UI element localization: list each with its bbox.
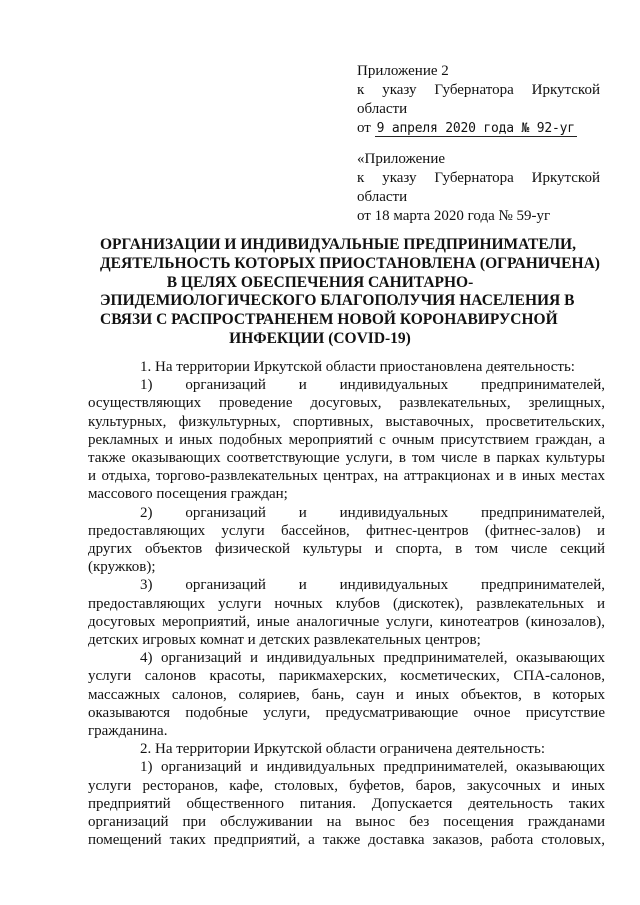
document-title: [100, 236, 600, 349]
appendix-decree-line: к указу Губернатора Иркутской: [357, 170, 600, 186]
body-line: (кружков);: [88, 559, 156, 576]
title-line: ОРГАНИЗАЦИИ И ИНДИВИДУАЛЬНЫЕ ПРЕДПРИНИМАТЕЛИ,: [100, 236, 576, 253]
body-line: и отдыха, торгово-развлекательных центрах, на аттракционах и в иных местах: [88, 468, 605, 485]
appendix-region: области: [357, 189, 408, 205]
body-line: услуги салонов красоты, парикмахерских, косметических, СПА-салонов,: [88, 668, 605, 685]
body-line: 4) организаций и индивидуальных предпринимателей, оказывающих: [140, 650, 605, 667]
title-line: ЭПИДЕМИОЛОГИЧЕСКОГО БЛАГОПОЛУЧИЯ НАСЕЛЕНИЯ В: [100, 292, 575, 310]
appendix-region: области: [357, 101, 408, 117]
appendix-decree-line: к указу Губернатора Иркутской: [357, 82, 600, 98]
body-line: гражданина.: [88, 723, 168, 740]
body-line: 3) организаций и индивидуальных предпринимателей,: [140, 577, 605, 594]
appendix-header-new: [357, 62, 600, 138]
date-stamp: 9 апреля 2020 года № 92-уг: [376, 121, 575, 136]
document-body: [88, 358, 605, 849]
body-line: помещений таких предприятий, а также доставка заказов, работа столовых,: [88, 832, 605, 849]
title-line: ДЕЯТЕЛЬНОСТЬ КОТОРЫХ ПРИОСТАНОВЛЕНА (ОГРАНИЧЕНА): [100, 254, 600, 272]
body-line: массового посещения граждан;: [88, 486, 288, 503]
body-line: детских игровых комнат и детских развлекательных центров;: [88, 632, 481, 649]
body-line: предоставляющих услуги бассейнов, фитнес-центров (фитнес-залов) и: [88, 522, 605, 539]
body-line: оказываются подобные услуги, предусматривающие очное присутствие: [88, 704, 605, 721]
body-line: предоставляющих услуги ночных клубов (дискотек), развлекательных и: [88, 595, 605, 612]
appendix-header-old: [357, 150, 600, 226]
title-line: В ЦЕЛЯХ ОБЕСПЕЧЕНИЯ САНИТАРНО-: [166, 273, 474, 291]
title-line: ИНФЕКЦИИ (COVID-19): [229, 329, 411, 347]
body-line: других объектов физической культуры и спорта, в том числе секций: [88, 541, 605, 558]
appendix-title: «Приложение: [357, 151, 446, 167]
body-line: также оказывающих соответствующие услуги, в том числе в парках культуры: [88, 450, 605, 467]
title-line: СВЯЗИ С РАСПРОСТРАНЕНЕМ НОВОЙ КОРОНАВИРУСНОЙ: [100, 311, 558, 329]
body-line: 1) организаций и индивидуальных предпринимателей,: [140, 377, 605, 394]
body-line: 2. На территории Иркутской области ограничена деятельность:: [140, 741, 545, 758]
body-line: культурных, физкультурных, спортивных, выставочных, просветительских,: [88, 413, 605, 430]
body-line: досуговых мероприятий, иные аналогичные услуги, кинотеатров (кинозалов),: [88, 613, 605, 630]
body-line: осуществляющих проведение досуговых, развлекательных, зрелищных,: [88, 395, 605, 412]
body-line: предприятий общественного питания. Допускается деятельность таких: [88, 795, 605, 812]
body-line: организаций при обслуживании на вынос без посещения гражданами: [88, 814, 605, 831]
body-line: 2) организаций и индивидуальных предпринимателей,: [140, 504, 605, 521]
appendix-date-line: от 9 апреля 2020 года № 92-уг: [357, 120, 575, 136]
body-line: услуги ресторанов, кафе, столовых, буфетов, баров, закусочных и иных: [88, 777, 605, 794]
appendix-title: Приложение 2: [357, 63, 449, 79]
appendix-date-line: от 18 марта 2020 года № 59-уг: [357, 208, 551, 224]
body-line: 1) организаций и индивидуальных предпринимателей, оказывающих: [140, 759, 605, 776]
body-line: рекламных и иных подобных мероприятий с очным присутствием граждан, а: [88, 431, 605, 448]
body-line: массажных салонов, соляриев, бань, саун и иных объектов, в которых: [88, 686, 605, 703]
body-line: 1. На территории Иркутской области приостановлена деятельность:: [140, 359, 575, 375]
